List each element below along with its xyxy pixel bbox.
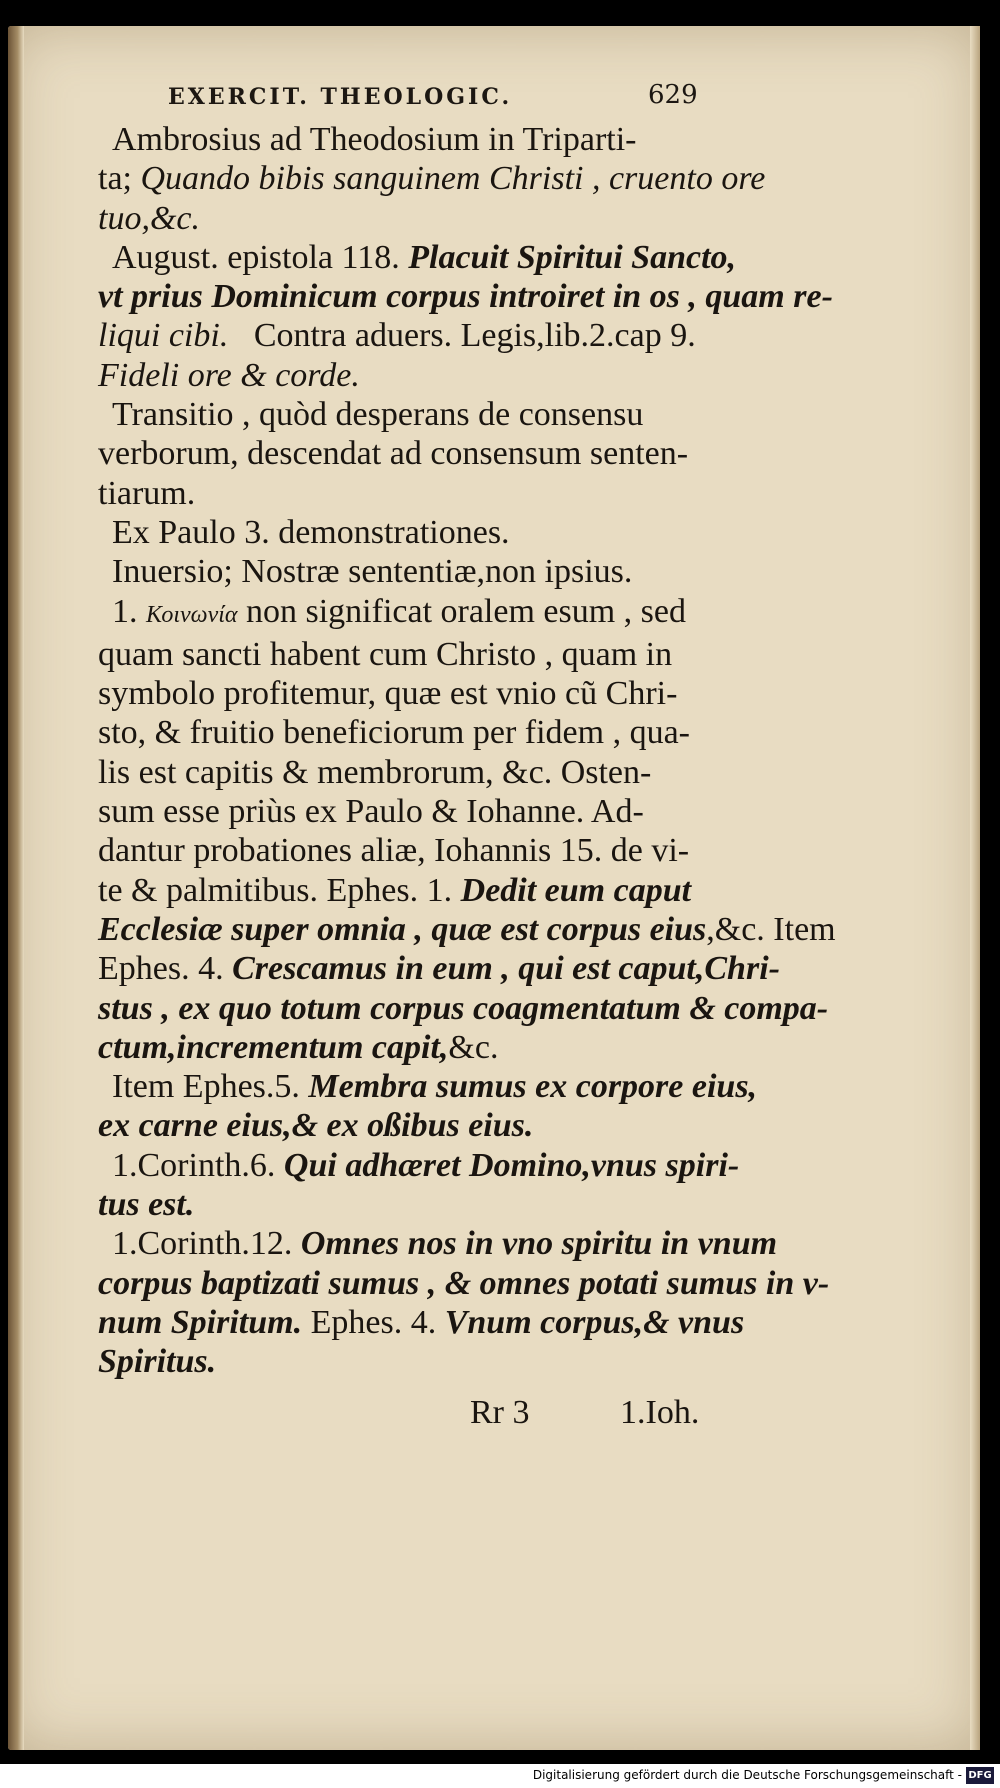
text-line: 1.Corinth.12. Omnes nos in vno spiritu in vnum <box>112 1225 778 1263</box>
text-line: tus est. <box>98 1186 195 1224</box>
text-line: Ambrosius ad Theodosium in Triparti- <box>112 121 637 158</box>
text-line: Ex Paulo 3. demonstrationes. <box>112 513 510 551</box>
text-line: 1. Κοινωνία non significat oralem esum , sed <box>112 592 687 630</box>
text-line: tiarum. <box>98 474 196 512</box>
text-line: ta; Quando bibis sanguinem Christi , cruento ore <box>98 160 766 198</box>
text-line: Inuersio; Nostræ sententiæ,non ipsius. <box>112 553 633 591</box>
text-line: tuo,&c. <box>98 199 200 237</box>
book-page <box>8 26 980 1750</box>
text-line: liqui cibi. Contra aduers. Legis,lib.2.cap 9. <box>98 317 696 355</box>
text-line: Ecclesiæ super omnia , quæ est corpus eius,&c. Item <box>98 910 836 948</box>
text-line: te & palmitibus. Ephes. 1. Dedit eum caput <box>98 871 692 909</box>
text-line: num Spiritum. Ephes. 4. Vnum corpus,& vnus <box>98 1303 745 1341</box>
text-line: lis est capitis & membrorum, &c. Osten- <box>98 753 652 791</box>
text-line: ctum,incrementum capit,&c. <box>98 1028 499 1066</box>
text-line: sto, & fruitio beneficiorum per fidem , qua- <box>98 714 690 752</box>
text-line: vt prius Dominicum corpus introiret in os , quam re- <box>98 278 833 316</box>
text-line: Fideli ore & corde. <box>98 356 360 394</box>
signature-mark: Rr 3 <box>470 1394 530 1431</box>
text-line: quam sancti habent cum Christo , quam in <box>98 635 673 673</box>
dfg-logo: DFG <box>966 1767 994 1784</box>
text-line: sum esse priùs ex Paulo & Iohanne. Ad- <box>98 793 644 831</box>
page-spine-shadow <box>8 26 24 1750</box>
page-number: 629 <box>648 80 698 110</box>
text-line: Spiritus. <box>98 1343 217 1381</box>
text-line: Ephes. 4. Crescamus in eum , qui est caput,Chri- <box>98 950 780 988</box>
text-line: verborum, descendat ad consensum senten- <box>98 435 689 473</box>
text-line: August. epistola 118. Placuit Spiritui Sancto, <box>112 238 737 276</box>
text-line: symbolo profitemur, quæ est vnio cũ Chri- <box>98 675 678 713</box>
page-edge <box>970 26 980 1750</box>
text-line: 1.Corinth.6. Qui adhæret Domino,vnus spiri- <box>112 1146 740 1184</box>
credit-text: Digitalisierung gefördert durch die Deutsche Forschungsgemeinschaft - <box>532 1768 962 1782</box>
text-line: dantur probationes aliæ, Iohannis 15. de vi- <box>98 832 690 870</box>
text-line: Item Ephes.5. Membra sumus ex corpore eius, <box>112 1068 758 1106</box>
text-line: corpus baptizati sumus , & omnes potati sumus in v- <box>98 1264 830 1302</box>
body-text <box>98 120 836 1382</box>
text-line: stus , ex quo totum corpus coagmentatum & compa- <box>98 989 829 1027</box>
digitization-credit-bar <box>0 1764 1000 1788</box>
running-header: EXERCIT. THEOLOGIC. <box>168 84 513 110</box>
text-line: ex carne eius,& ex oßibus eius. <box>98 1107 534 1145</box>
catchword: 1.Ioh. <box>620 1394 700 1431</box>
text-line: Transitio , quòd desperans de consensu <box>112 396 644 434</box>
